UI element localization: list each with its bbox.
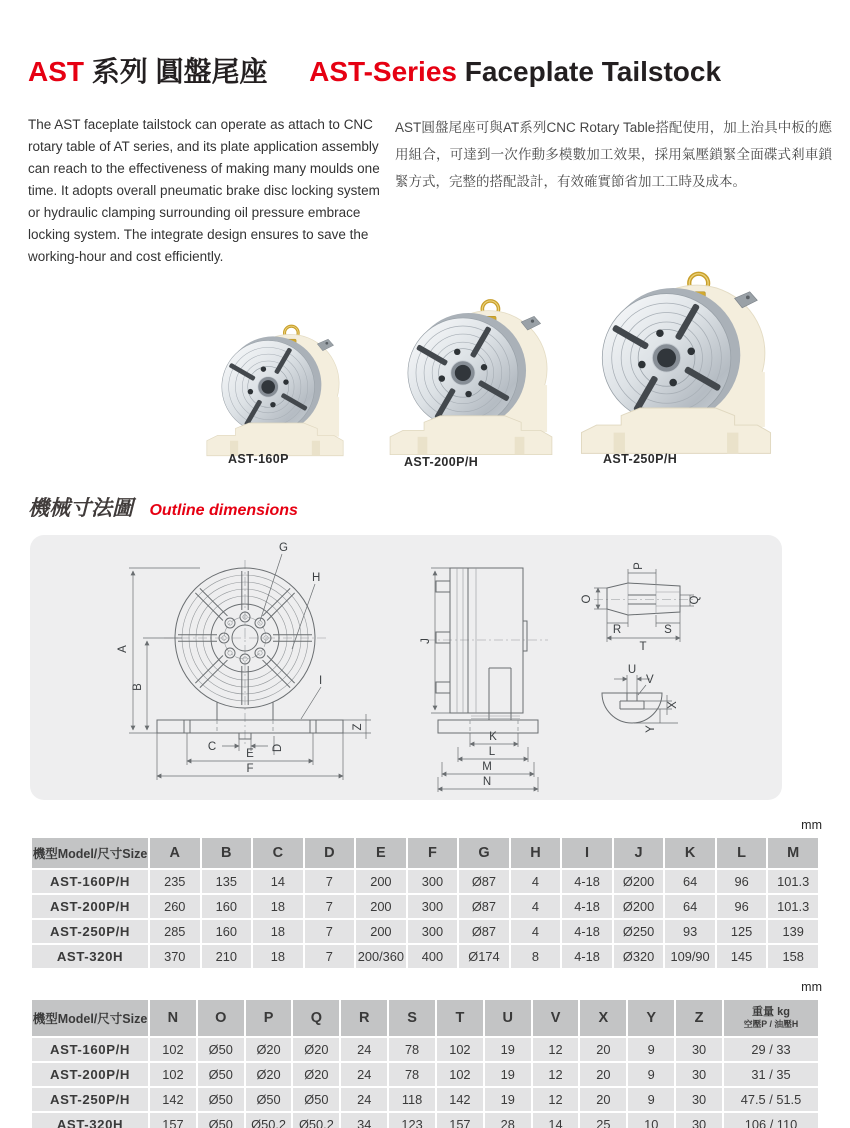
table-cell: Ø250 (614, 920, 664, 943)
dim-label-c: C (207, 741, 217, 753)
table-cell: Ø87 (459, 895, 509, 918)
column-header: L (717, 838, 767, 868)
table-cell: 7 (305, 945, 355, 968)
table-cell: 20 (580, 1038, 626, 1061)
table-cell: 20 (580, 1088, 626, 1111)
product-label-ast-200p-h: AST-200P/H (404, 455, 479, 469)
spec-table-dimensions-n-z (30, 998, 820, 1128)
dim-label-h: H (312, 572, 321, 584)
tailstock-illustration (572, 268, 780, 462)
dim-label-s: S (664, 624, 672, 636)
table-cell: 20 (580, 1063, 626, 1086)
table-cell: 235 (150, 870, 200, 893)
column-header: Y (628, 1000, 674, 1036)
table-cell: Ø20 (246, 1063, 292, 1086)
product-label-ast-160p: AST-160P (228, 452, 289, 466)
table-cell: 145 (717, 945, 767, 968)
model-cell: AST-200P/H (32, 1063, 148, 1086)
table-cell: 19 (485, 1088, 531, 1111)
table-cell: 4 (511, 920, 561, 943)
table-cell: 200 (356, 870, 406, 893)
table-cell: 102 (150, 1063, 196, 1086)
column-header: R (341, 1000, 387, 1036)
column-header: H (511, 838, 561, 868)
table-cell: 157 (437, 1113, 483, 1128)
dim-label-p: P (633, 562, 645, 570)
table-cell: 300 (408, 870, 458, 893)
table-cell: 400 (408, 945, 458, 968)
page-title (28, 50, 721, 90)
table-cell: 30 (676, 1088, 722, 1111)
intro-chinese: AST圓盤尾座可與AT系列CNC Rotary Table搭配使用，加上治具中板的應用組合，可達到一次作動多模數加工效果，採用氣壓鎖緊全面碟式剎車鎖緊方式，完整的搭配設計，有效確實節省加工工時及成本。 (395, 119, 832, 189)
table-cell: 4-18 (562, 870, 612, 893)
table-cell: 300 (408, 895, 458, 918)
dim-label-a: A (117, 645, 129, 653)
table-cell: Ø50 (198, 1088, 244, 1111)
table-cell: 18 (253, 920, 303, 943)
table-cell: 7 (305, 870, 355, 893)
outline-heading-en: Outline dimensions (149, 502, 298, 519)
side-view-drawing (420, 568, 548, 792)
dim-label-g: G (279, 542, 288, 554)
table-row (32, 895, 818, 918)
table-cell: Ø320 (614, 945, 664, 968)
table-cell: Ø50 (246, 1088, 292, 1111)
table-cell: 30 (676, 1063, 722, 1086)
table-cell: 30 (676, 1113, 722, 1128)
title-rest-en: Faceplate Tailstock (464, 56, 722, 87)
table-cell: 157 (150, 1113, 196, 1128)
table-cell: 125 (717, 920, 767, 943)
column-header: U (485, 1000, 531, 1036)
table-cell: 24 (341, 1038, 387, 1061)
table-cell: 24 (341, 1088, 387, 1111)
table-cell: 4-18 (562, 895, 612, 918)
outline-dimensions-drawing (30, 535, 782, 800)
tnut-detail-drawing (602, 664, 679, 733)
table-row (32, 945, 818, 968)
dim-label-j: J (420, 638, 432, 644)
dim-label-f: F (246, 763, 254, 775)
dim-label-o: O (581, 594, 593, 604)
dim-label-m: M (482, 761, 492, 773)
column-header: S (389, 1000, 435, 1036)
table-cell: Ø50 (198, 1063, 244, 1086)
table-cell: 93 (665, 920, 715, 943)
product-image-ast-200p-h (382, 296, 560, 462)
table-cell: 18 (253, 945, 303, 968)
table-cell: Ø200 (614, 870, 664, 893)
table-header-row (32, 1000, 818, 1036)
table-cell: 19 (485, 1038, 531, 1061)
table-cell: 260 (150, 895, 200, 918)
column-header: P (246, 1000, 292, 1036)
model-cell: AST-320H (32, 945, 148, 968)
column-header: C (253, 838, 303, 868)
dim-label-d: D (272, 743, 284, 753)
table-row (32, 920, 818, 943)
table-cell: 285 (150, 920, 200, 943)
table-row (32, 870, 818, 893)
column-header-model: 機型Model/尺寸Size (32, 1000, 148, 1036)
table-cell: Ø50.2 (293, 1113, 339, 1128)
intro-english: The AST faceplate tailstock can operate as attach to CNC rotary table of AT series, and its plate application assembly can reach to the effectiveness of making many moulds one time. It adopts overall pneumatic brake disc locking system or hydraulic clamping surrounding oil pressure embrace locking system. The integrate design ensures to save the working-hour and cost efficiently. (28, 116, 380, 264)
dim-label-q: Q (689, 595, 701, 605)
dim-label-t: T (639, 641, 647, 653)
clamp-detail-drawing (581, 562, 701, 653)
table-cell: Ø200 (614, 895, 664, 918)
outline-section-heading (28, 492, 298, 522)
table-cell: Ø20 (293, 1038, 339, 1061)
column-header: Z (676, 1000, 722, 1036)
dim-label-u: U (627, 664, 637, 676)
table-cell: 47.5 / 51.5 (724, 1088, 818, 1111)
column-header-weight (724, 1000, 818, 1036)
dim-label-z: Z (352, 723, 364, 731)
table-cell: 29 / 33 (724, 1038, 818, 1061)
table-cell: 139 (768, 920, 818, 943)
column-header: V (533, 1000, 579, 1036)
table-cell: 34 (341, 1113, 387, 1128)
column-header: D (305, 838, 355, 868)
weight-header-line1: 重量 kg (752, 1006, 790, 1018)
table-cell: 31 / 35 (724, 1063, 818, 1086)
dim-label-x: X (667, 701, 679, 709)
dim-label-i: I (319, 675, 323, 687)
table-cell: 96 (717, 895, 767, 918)
dim-label-y: Y (645, 725, 657, 733)
outline-dimensions-panel (30, 535, 782, 800)
table-cell: 30 (676, 1038, 722, 1061)
column-header-model: 機型Model/尺寸Size (32, 838, 148, 868)
table-cell: Ø87 (459, 920, 509, 943)
table-cell: 4 (511, 895, 561, 918)
table-row (32, 1088, 818, 1111)
weight-header-line2: 空壓P / 油壓H (743, 1019, 799, 1029)
table-cell: Ø50 (198, 1038, 244, 1061)
dim-label-e: E (246, 748, 254, 760)
table-cell: 78 (389, 1063, 435, 1086)
column-header: X (580, 1000, 626, 1036)
table-row (32, 1113, 818, 1128)
table-cell: 123 (389, 1113, 435, 1128)
table-cell: 4 (511, 870, 561, 893)
table-row (32, 1038, 818, 1061)
table-cell: 28 (485, 1113, 531, 1128)
model-cell: AST-320H (32, 1113, 148, 1128)
column-header: J (614, 838, 664, 868)
product-image-ast-250p-h (572, 268, 780, 462)
model-cell: AST-160P/H (32, 1038, 148, 1061)
column-header: A (150, 838, 200, 868)
table-cell: 101.3 (768, 895, 818, 918)
model-cell: AST-250P/H (32, 1088, 148, 1111)
model-cell: AST-200P/H (32, 895, 148, 918)
table-cell: 9 (628, 1063, 674, 1086)
column-header: O (198, 1000, 244, 1036)
table-cell: 14 (253, 870, 303, 893)
table-cell: 200 (356, 895, 406, 918)
table-cell: 14 (533, 1113, 579, 1128)
table-cell: 7 (305, 920, 355, 943)
table-cell: 78 (389, 1038, 435, 1061)
column-header: I (562, 838, 612, 868)
table-cell: 200/360 (356, 945, 406, 968)
dim-label-b: B (132, 683, 144, 691)
model-cell: AST-250P/H (32, 920, 148, 943)
table-cell: 300 (408, 920, 458, 943)
model-cell: AST-160P/H (32, 870, 148, 893)
table-cell: 135 (202, 870, 252, 893)
table-cell: 25 (580, 1113, 626, 1128)
table-cell: 102 (150, 1038, 196, 1061)
product-image-ast-160p (200, 322, 350, 462)
spec-table-dimensions-a-m (30, 836, 820, 970)
table-cell: 102 (437, 1038, 483, 1061)
table-header-row (32, 838, 818, 868)
column-header: E (356, 838, 406, 868)
table-cell: 64 (665, 895, 715, 918)
table-cell: 64 (665, 870, 715, 893)
column-header: T (437, 1000, 483, 1036)
table-cell: 158 (768, 945, 818, 968)
table-cell: 4-18 (562, 945, 612, 968)
table-cell: Ø50 (198, 1113, 244, 1128)
dim-label-k: K (489, 731, 497, 743)
table-cell: 9 (628, 1088, 674, 1111)
dim-label-v: V (646, 674, 654, 686)
column-header: N (150, 1000, 196, 1036)
dim-label-l: L (488, 746, 496, 758)
title-series-en: AST-Series (309, 56, 457, 87)
title-cjk: 系列 圓盤尾座 (91, 56, 268, 87)
table-cell: Ø87 (459, 870, 509, 893)
table-cell: Ø50.2 (246, 1113, 292, 1128)
dim-label-n: N (482, 776, 492, 788)
table-cell: 8 (511, 945, 561, 968)
column-header: M (768, 838, 818, 868)
table-cell: 200 (356, 920, 406, 943)
table-cell: 106 / 110 (724, 1113, 818, 1128)
column-header: F (408, 838, 458, 868)
table-cell: 12 (533, 1063, 579, 1086)
table-cell: 160 (202, 895, 252, 918)
table-cell: Ø174 (459, 945, 509, 968)
table-cell: 142 (437, 1088, 483, 1111)
column-header: G (459, 838, 509, 868)
table-cell: Ø20 (246, 1038, 292, 1061)
tailstock-illustration (200, 322, 350, 462)
table-cell: 160 (202, 920, 252, 943)
table-row (32, 1063, 818, 1086)
table-cell: 118 (389, 1088, 435, 1111)
table-cell: 96 (717, 870, 767, 893)
column-header: B (202, 838, 252, 868)
table-cell: 210 (202, 945, 252, 968)
table-cell: 142 (150, 1088, 196, 1111)
outline-heading-cjk: 機械寸法圖 (28, 497, 133, 520)
table-cell: 12 (533, 1088, 579, 1111)
table-cell: 4-18 (562, 920, 612, 943)
unit-label-mm-2: mm (801, 980, 822, 994)
table-cell: 101.3 (768, 870, 818, 893)
dim-label-r: R (612, 624, 622, 636)
product-label-ast-250p-h: AST-250P/H (603, 452, 678, 466)
unit-label-mm-1: mm (801, 818, 822, 832)
table-cell: 24 (341, 1063, 387, 1086)
table-cell: 19 (485, 1063, 531, 1086)
table-cell: 102 (437, 1063, 483, 1086)
table-cell: 12 (533, 1038, 579, 1061)
table-cell: 18 (253, 895, 303, 918)
table-cell: 10 (628, 1113, 674, 1128)
table-cell: 7 (305, 895, 355, 918)
front-view-drawing (117, 542, 371, 780)
title-brand: AST (28, 56, 84, 87)
table-cell: 9 (628, 1038, 674, 1061)
table-cell: Ø50 (293, 1088, 339, 1111)
table-cell: Ø20 (293, 1063, 339, 1086)
table-cell: 370 (150, 945, 200, 968)
tailstock-illustration (382, 296, 560, 462)
column-header: Q (293, 1000, 339, 1036)
table-cell: 109/90 (665, 945, 715, 968)
column-header: K (665, 838, 715, 868)
